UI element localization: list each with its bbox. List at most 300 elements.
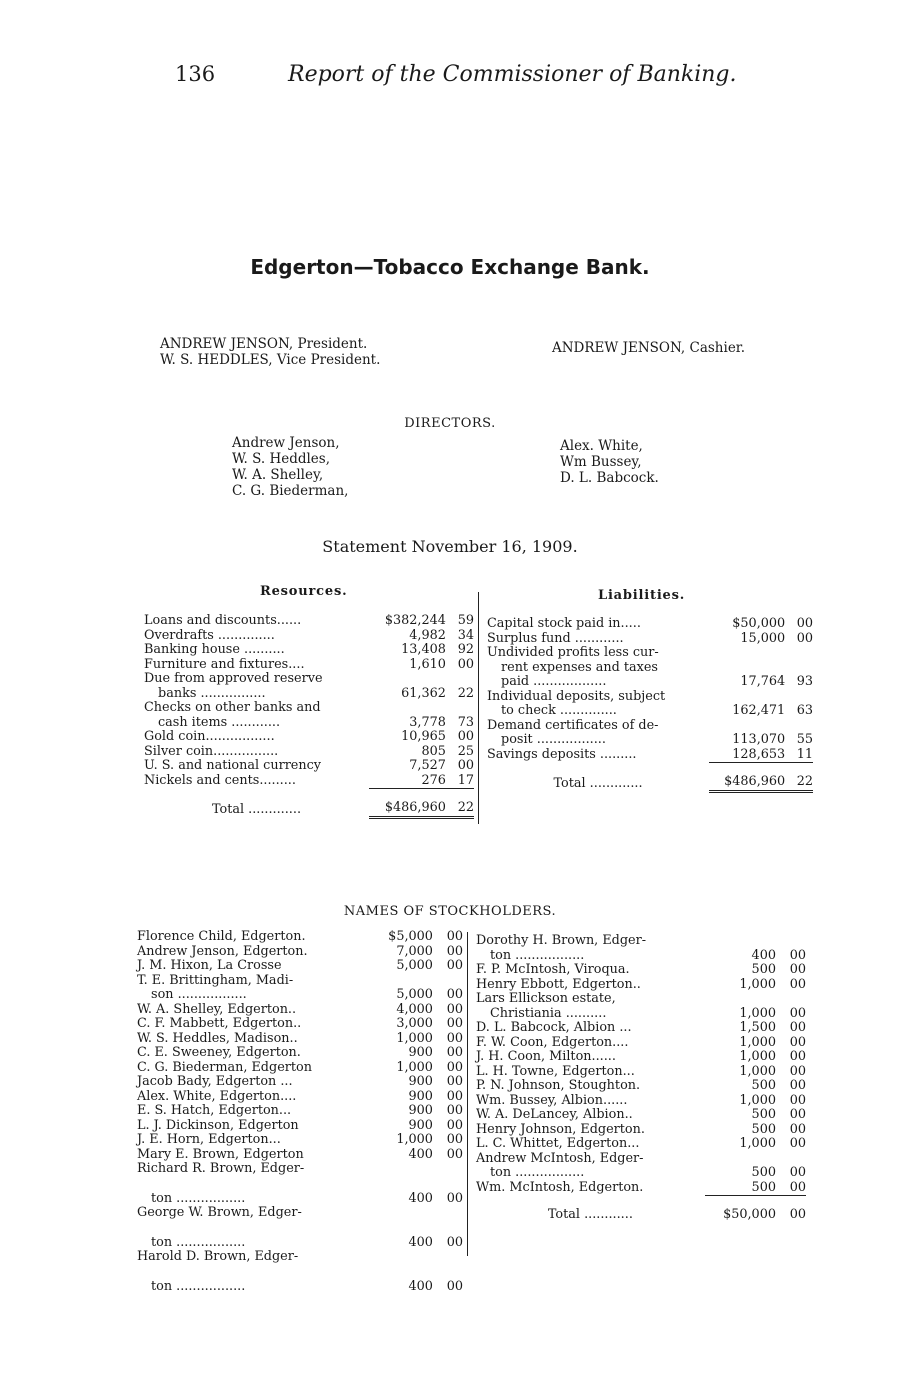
entry-cents [446,701,474,716]
entry-cents [785,646,813,661]
total-row [476,1196,806,1223]
entry-label [137,1162,373,1177]
entry-cents [776,1152,806,1167]
stockholder-row [476,949,806,964]
entry-label [476,1065,705,1080]
director-name: W. A. Shelley, [232,467,324,483]
entry-dollars-text: 900 [408,1088,433,1104]
entry-cents [785,617,813,632]
resource-row [144,745,474,760]
entry-label-text: D. L. Babcock, Albion ... [476,1020,632,1035]
entry-cents-text: 55 [796,732,813,747]
entry-label-text: W. A. Shelley, Edgerton.. [137,1001,297,1017]
entry-label-text: Mary E. Brown, Edgerton [137,1146,304,1162]
entry-cents-text: 00 [446,958,463,973]
resource-row [144,759,474,774]
resource-row [144,672,474,687]
entry-cents [433,974,463,989]
entry-cents [446,643,474,658]
total-label [476,1196,705,1223]
entry-label [144,672,369,687]
entry-dollars [369,745,446,760]
entry-cents [776,1123,806,1138]
entry-cents [433,1017,463,1032]
entry-dollars-text: $382,244 [384,613,446,628]
officers-left [160,336,380,368]
entry-label-text: C. E. Sweeney, Edgerton. [137,1045,301,1060]
entry-cents-text: 00 [789,1063,806,1079]
total-cents-text: 22 [457,800,474,815]
entry-cents-text: 00 [446,1045,463,1060]
entry-dollars [373,1148,433,1163]
entry-cents [433,1133,463,1148]
entry-label [144,730,369,745]
entry-cents-text: 00 [446,1088,463,1104]
entry-dollars-text: 1,000 [739,1092,776,1108]
entry-label [137,1075,373,1090]
entry-dollars [373,1061,433,1076]
entry-cents [433,1206,463,1221]
entry-dollars-text: 500 [751,1078,776,1093]
entry-label-text: W. A. DeLancey, Albion.. [476,1107,633,1122]
stockholder-row [476,978,806,993]
entry-cents [433,1032,463,1047]
entry-cents-text: 00 [446,1146,463,1162]
entry-cents [446,716,474,731]
entry-cents [776,1166,806,1181]
resource-row [144,643,474,658]
entry-label-text: paid .................. [501,674,607,689]
entry-dollars-text: $5,000 [388,929,433,944]
entry-label [487,719,709,734]
entry-dollars [705,1108,776,1123]
entry-dollars [705,1152,776,1167]
entry-cents [776,1065,806,1080]
stockholder-row [137,1206,463,1221]
entry-label [137,945,373,960]
entry-cents [785,719,813,734]
entry-label [476,1079,705,1094]
entry-dollars-text: 500 [751,962,776,977]
liability-row [487,704,813,719]
entry-label-text: Dorothy H. Brown, Edger- [476,933,647,948]
entry-cents-text: 00 [789,1107,806,1122]
stockholder-row [137,1250,463,1265]
liability-row [487,719,813,734]
stockholder-row [476,934,806,949]
liability-row [487,733,813,748]
entry-label [137,988,373,1003]
entry-dollars-text: 7,527 [409,758,446,773]
entry-label-text: Andrew McIntosh, Edger- [476,1150,644,1166]
entry-cents [785,632,813,647]
stockholder-row [137,1133,463,1148]
entry-cents-text: 34 [457,627,474,643]
resource-row [144,730,474,745]
entry-label-text: Furniture and fixtures.... [144,656,305,672]
stockholder-row [137,1075,463,1090]
entry-label-text: L. C. Whittet, Edgerton... [476,1136,640,1151]
entry-cents [446,745,474,760]
entry-label [144,658,369,673]
total-label-text: Total ............ [547,1207,633,1222]
entry-dollars [369,716,446,731]
entry-label-text: Harold D. Brown, Edger- [137,1249,299,1264]
entry-dollars [369,629,446,644]
stockholder-row [476,1152,806,1167]
director-name: Alex. White, [560,438,643,454]
entry-cents-text: 59 [457,613,474,628]
entry-label [137,959,373,974]
entry-cents [433,1162,463,1177]
entry-dollars [369,658,446,673]
entry-cents [776,978,806,993]
entry-label [476,1123,705,1138]
entry-cents [433,1221,463,1251]
entry-dollars-text: 113,070 [732,732,786,747]
entry-cents-text: 00 [457,656,474,672]
entry-label [137,1046,373,1061]
stockholder-row [137,1046,463,1061]
entry-dollars [373,1133,433,1148]
entry-label-text: F. P. McIntosh, Viroqua. [476,962,630,977]
resources-heading: Resources. [260,584,348,599]
liability-row [487,646,813,661]
entry-label-text: banks ................ [158,685,266,701]
entry-dollars [709,690,785,705]
stockholder-row [137,959,463,974]
entry-cents-text: 00 [446,1016,463,1031]
officer-president: ANDREW JENSON, President. [160,336,368,352]
entry-dollars [373,1017,433,1032]
entry-cents [446,774,474,789]
entry-label [137,1017,373,1032]
entry-dollars [373,988,433,1003]
entry-cents [433,1090,463,1105]
entry-dollars [705,1137,776,1152]
entry-dollars [705,1050,776,1065]
entry-label [144,716,369,731]
entry-dollars-text: 900 [408,1117,433,1133]
entry-cents [433,1265,463,1295]
entry-dollars-text: 1,000 [739,1063,776,1079]
entry-cents-text: 73 [457,714,474,730]
entry-label [144,745,369,760]
entry-dollars [373,1265,433,1295]
entry-label-text: son ................. [151,987,247,1002]
stockholder-row [476,1036,806,1051]
entry-dollars [705,1123,776,1138]
entry-dollars [709,632,785,647]
entry-label-text: Savings deposits ......... [487,747,637,762]
entry-dollars-text: 15,000 [740,630,786,646]
director-name: Andrew Jenson, [232,435,340,451]
entry-cents-text: 00 [789,1136,806,1151]
director-name: W. S. Heddles, [232,451,331,467]
entry-label-text: cash items ............ [158,714,281,730]
entry-dollars-text: 1,000 [739,1005,776,1021]
statement-column-divider [478,592,479,824]
entry-cents-text: 00 [789,1034,806,1050]
entry-cents [433,1250,463,1265]
entry-dollars [705,1166,776,1181]
entry-dollars [373,1003,433,1018]
entry-label-text: P. N. Johnson, Stoughton. [476,1078,641,1093]
entry-cents [433,1177,463,1207]
entry-label [137,1265,373,1295]
liabilities-heading: Liabilities. [598,588,686,603]
stockholder-row [137,974,463,989]
entry-cents [776,934,806,949]
entry-label-text: Capital stock paid in..... [487,616,641,631]
entry-cents [433,930,463,945]
stockholder-row [476,963,806,978]
stockholder-row [137,930,463,945]
entry-label [137,1206,373,1221]
entry-cents-text: 22 [457,685,474,701]
entry-cents-text: 00 [796,616,813,631]
entry-label [476,1181,705,1196]
entry-dollars [705,1007,776,1022]
total-label [487,763,709,792]
entry-dollars-text: 276 [421,772,446,788]
entry-cents-text: 93 [796,674,813,689]
entry-dollars-text: 4,000 [396,1001,433,1017]
entry-dollars-text: 1,000 [739,1034,776,1050]
stockholders-heading: NAMES OF STOCKHOLDERS. [343,904,557,919]
entry-dollars [373,1104,433,1119]
entry-cents [776,963,806,978]
entry-cents-text: 00 [789,1121,806,1137]
entry-label [137,1003,373,1018]
entry-cents [776,1181,806,1196]
entry-cents [433,1104,463,1119]
stockholder-row [476,1079,806,1094]
entry-dollars-text: 3,000 [396,1016,433,1031]
total-cents [776,1196,806,1223]
entry-label-text: Wm. Bussey, Albion...... [476,1092,628,1108]
entry-cents [433,1003,463,1018]
entry-dollars [705,1094,776,1109]
directors-left [232,435,348,499]
entry-cents-text: 00 [446,1278,463,1294]
entry-cents [776,1094,806,1109]
stockholders-column-divider [467,932,468,1256]
stockholder-row [137,1003,463,1018]
entry-label-text: ton ................. [151,1234,246,1250]
stockholder-row [137,1177,463,1207]
entry-dollars [369,643,446,658]
liability-row [487,748,813,763]
entry-cents-text: 17 [457,772,474,788]
entry-dollars-text: 400 [751,947,776,963]
entry-dollars-text: 13,408 [401,642,446,657]
entry-label [137,1119,373,1134]
resource-row [144,774,474,789]
entry-dollars-text: 1,610 [409,656,446,672]
stockholder-row [137,1017,463,1032]
entry-cents [446,614,474,629]
entry-cents [776,1021,806,1036]
stockholder-row [137,988,463,1003]
entry-dollars [373,1090,433,1105]
stockholder-row [476,1007,806,1022]
entry-dollars-text: 1,000 [739,1136,776,1151]
entry-cents [785,675,813,690]
entry-label [476,1108,705,1123]
entry-label-text: posit ................. [501,732,606,747]
entry-dollars-text: 500 [751,1107,776,1122]
entry-dollars-text: 400 [408,1278,433,1294]
entry-label-text: ton ................. [490,1165,585,1180]
entry-label [137,1032,373,1047]
entry-dollars-text: 900 [408,1074,433,1089]
entry-label-text: W. S. Heddles, Madison.. [137,1030,298,1046]
entry-cents [433,988,463,1003]
entry-label-text: Loans and discounts...... [144,613,302,628]
stockholder-row [476,1166,806,1181]
entry-label [476,1050,705,1065]
entry-label [137,930,373,945]
entry-cents-text: 00 [446,1001,463,1017]
entry-cents-text: 00 [457,729,474,744]
stockholder-row [137,1265,463,1295]
entry-cents-text: 00 [789,1020,806,1035]
page-number: 136 [175,62,216,86]
stockholder-row [137,945,463,960]
entry-cents [776,1050,806,1065]
entry-label-text: J. M. Hixon, La Crosse [137,958,282,973]
entry-cents [433,1119,463,1134]
entry-label [487,617,709,632]
entry-cents-text: 00 [789,962,806,977]
entry-label-text: Individual deposits, subject [487,688,666,704]
entry-label [137,1177,373,1207]
entry-label [144,643,369,658]
entry-dollars [709,646,785,661]
entry-cents [433,959,463,974]
total-row [487,763,813,792]
entry-dollars [705,1079,776,1094]
total-dollars-text: $50,000 [723,1207,776,1222]
entry-cents [446,687,474,702]
stockholder-row [476,1181,806,1196]
total-row [144,789,474,818]
stockholder-row [476,1021,806,1036]
entry-label-text: Nickels and cents......... [144,773,296,788]
entry-label [487,748,709,763]
entry-cents-text: 00 [446,1190,463,1206]
entry-dollars [373,1032,433,1047]
entry-label [476,978,705,993]
entry-cents [776,949,806,964]
entry-label-text: Banking house .......... [144,642,285,657]
entry-cents-text: 63 [796,703,813,718]
entry-cents-text: 00 [446,1103,463,1118]
entry-label [476,1036,705,1051]
entry-label [487,704,709,719]
entry-dollars [369,614,446,629]
entry-dollars [369,687,446,702]
stockholder-row [476,992,806,1007]
entry-cents [785,748,813,763]
entry-cents-text: 00 [446,1117,463,1133]
entry-label-text: C. F. Mabbett, Edgerton.. [137,1016,302,1031]
entry-label [137,1148,373,1163]
entry-cents [433,1148,463,1163]
entry-dollars-text: 4,982 [409,627,446,643]
entry-label [476,1137,705,1152]
entry-cents-text: 00 [789,947,806,963]
stockholder-row [476,1050,806,1065]
total-cents [446,789,474,818]
entry-dollars [705,1036,776,1051]
entry-label [137,1133,373,1148]
entry-dollars-text: 7,000 [396,943,433,959]
entry-dollars [709,719,785,734]
entry-cents-text: 00 [446,1074,463,1089]
entry-label [137,1090,373,1105]
entry-label-text: Undivided profits less cur- [487,645,659,660]
stockholder-row [137,1032,463,1047]
entry-cents [433,945,463,960]
entry-label-text: Due from approved reserve [144,671,323,686]
entry-label [476,1166,705,1181]
entry-dollars [705,934,776,949]
stockholders-right-table [476,934,806,1223]
entry-dollars-text: $50,000 [732,616,786,631]
entry-cents [446,730,474,745]
entry-label-text: ton ................. [151,1190,246,1206]
entry-cents [433,1046,463,1061]
entry-cents-text: 00 [446,1234,463,1250]
entry-label [476,949,705,964]
entry-label [137,974,373,989]
entry-cents-text: 00 [789,1179,806,1195]
entry-dollars [373,1046,433,1061]
entry-cents-text: 00 [446,1030,463,1046]
entry-label [137,1104,373,1119]
director-name: C. G. Biederman, [232,483,349,499]
entry-label-text: Overdrafts .............. [144,627,275,643]
entry-label-text: ton ................. [151,1278,246,1294]
liability-row [487,690,813,705]
entry-label-text: J. H. Coon, Milton...... [476,1049,616,1064]
entry-label-text: T. E. Brittingham, Madi- [137,972,294,988]
entry-label [487,661,709,676]
entry-cents [433,1061,463,1076]
entry-label-text: Lars Ellickson estate, [476,991,616,1006]
stockholder-row [476,1123,806,1138]
entry-label [144,701,369,716]
stockholder-row [137,1090,463,1105]
entry-dollars [709,733,785,748]
entry-dollars [369,672,446,687]
entry-dollars [373,1119,433,1134]
entry-dollars [369,774,446,789]
running-title: Report of the Commissioner of Banking. [288,62,737,87]
entry-cents-text: 00 [789,1078,806,1093]
entry-label [144,774,369,789]
directors-right [560,438,659,486]
entry-dollars-text: 805 [421,743,446,759]
entry-label-text: Christiania .......... [490,1005,607,1021]
liability-row [487,675,813,690]
entry-label [487,632,709,647]
entry-dollars [705,963,776,978]
entry-label [144,629,369,644]
entry-label [476,1152,705,1167]
